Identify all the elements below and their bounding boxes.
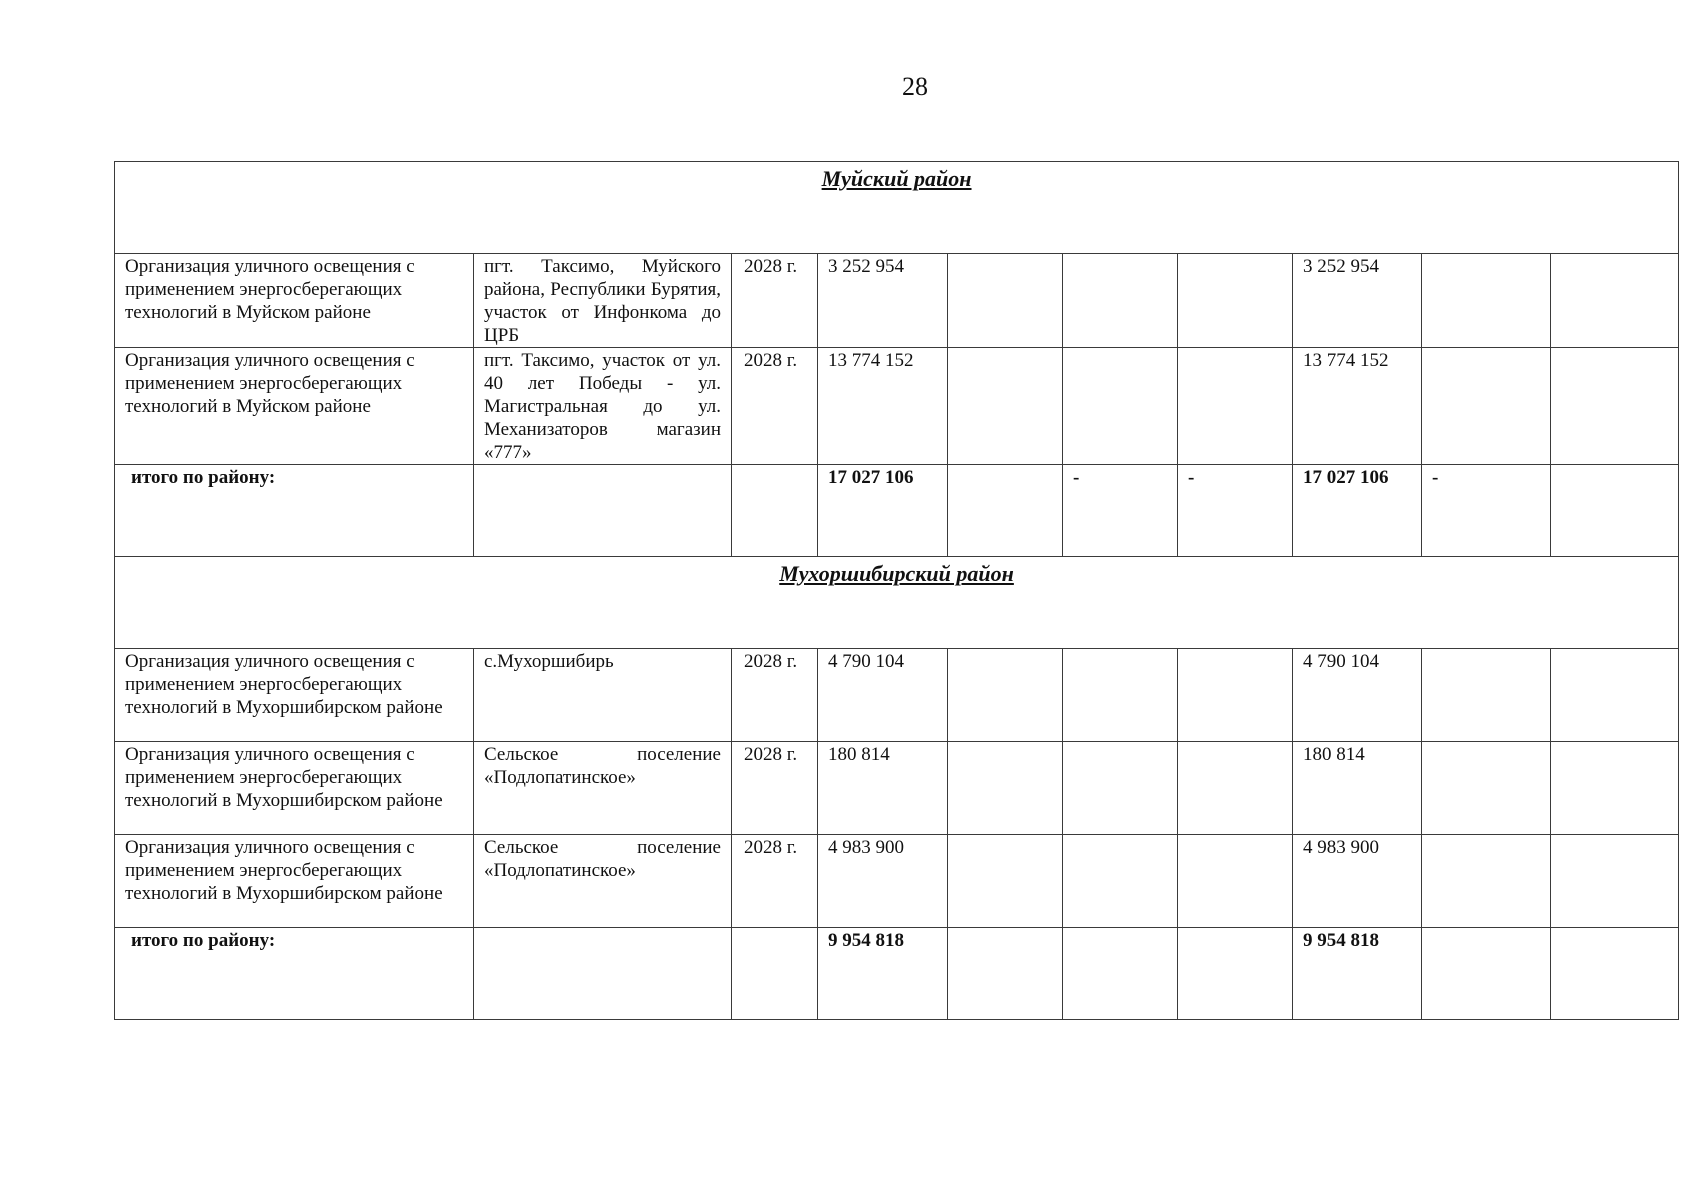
amount-cell: 4 983 900 [818,835,948,928]
year-cell: 2028 г. [732,348,818,465]
page-number: 28 [902,72,928,101]
address-cell [474,465,732,557]
total-label: итого по району: [115,465,474,557]
total-amount-cell: 9 954 818 [1293,928,1422,1020]
table-row [115,348,1679,465]
address-cell: с.Мухоршибирь [474,649,732,742]
year-cell: 2028 г. [732,742,818,835]
amount-cell: 180 814 [1293,742,1422,835]
total-amount-cell [1551,465,1679,557]
amount-cell [1551,254,1679,348]
total-amount-cell [1063,928,1178,1020]
total-amount-cell [1422,928,1551,1020]
district-header-row [115,557,1679,649]
total-row [115,928,1679,1020]
amount-cell [1422,649,1551,742]
address-cell: Сельское поселение «Подлопатинское» [474,835,732,928]
total-amount-cell [1178,928,1293,1020]
year-cell: 2028 г. [732,835,818,928]
amount-cell [948,649,1063,742]
year-cell: 2028 г. [732,649,818,742]
amount-cell [1551,835,1679,928]
amount-cell: 4 790 104 [1293,649,1422,742]
amount-cell [1422,835,1551,928]
district-title: Мухоршибирский район [115,557,1679,649]
measure-name-cell: Организация уличного освещения с применением энергосберегающих технологий в Муйском районе [115,254,474,348]
measure-name-cell: Организация уличного освещения с применением энергосберегающих технологий в Мухоршибирском районе [115,835,474,928]
amount-cell [1178,835,1293,928]
amount-cell: 13 774 152 [1293,348,1422,465]
total-amount-cell [948,928,1063,1020]
year-cell: 2028 г. [732,254,818,348]
table-row [115,649,1679,742]
table-row [115,835,1679,928]
address-cell: пгт. Таксимо, Муйского района, Республики Бурятия, участок от Инфонкома до ЦРБ [474,254,732,348]
total-row [115,465,1679,557]
amount-cell: 4 790 104 [818,649,948,742]
amount-cell: 4 983 900 [1293,835,1422,928]
measure-name-cell: Организация уличного освещения с применением энергосберегающих технологий в Мухоршибирском районе [115,649,474,742]
amount-cell [948,742,1063,835]
amount-cell [1551,649,1679,742]
amount-cell [1063,649,1178,742]
amount-cell: 180 814 [818,742,948,835]
amount-cell: 3 252 954 [1293,254,1422,348]
amount-cell: 13 774 152 [818,348,948,465]
total-amount-cell: - [1178,465,1293,557]
measure-name-cell: Организация уличного освещения с применением энергосберегающих технологий в Муйском районе [115,348,474,465]
measure-name-cell: Организация уличного освещения с применением энергосберегающих технологий в Мухоршибирском районе [115,742,474,835]
table-row [115,742,1679,835]
total-label: итого по району: [115,928,474,1020]
amount-cell [948,254,1063,348]
amount-cell [1063,835,1178,928]
total-amount-cell: 9 954 818 [818,928,948,1020]
amount-cell [1422,742,1551,835]
amount-cell [1551,742,1679,835]
budget-table [114,161,1679,1020]
total-amount-cell [1551,928,1679,1020]
district-header-row [115,162,1679,254]
amount-cell [1551,348,1679,465]
total-amount-cell: - [1422,465,1551,557]
amount-cell [1178,254,1293,348]
amount-cell [1178,742,1293,835]
address-cell [474,928,732,1020]
table-row [115,254,1679,348]
amount-cell [1063,742,1178,835]
amount-cell [1422,348,1551,465]
district-title: Муйский район [115,162,1679,254]
total-amount-cell: - [1063,465,1178,557]
amount-cell [948,348,1063,465]
address-cell: пгт. Таксимо, участок от ул. 40 лет Победы - ул. Магистральная до ул. Механизаторов магазин «777» [474,348,732,465]
amount-cell [1063,254,1178,348]
amount-cell [1063,348,1178,465]
amount-cell [1178,348,1293,465]
amount-cell: 3 252 954 [818,254,948,348]
year-cell [732,465,818,557]
total-amount-cell: 17 027 106 [818,465,948,557]
total-amount-cell: 17 027 106 [1293,465,1422,557]
amount-cell [1178,649,1293,742]
address-cell: Сельское поселение «Подлопатинское» [474,742,732,835]
amount-cell [948,835,1063,928]
year-cell [732,928,818,1020]
amount-cell [1422,254,1551,348]
total-amount-cell [948,465,1063,557]
